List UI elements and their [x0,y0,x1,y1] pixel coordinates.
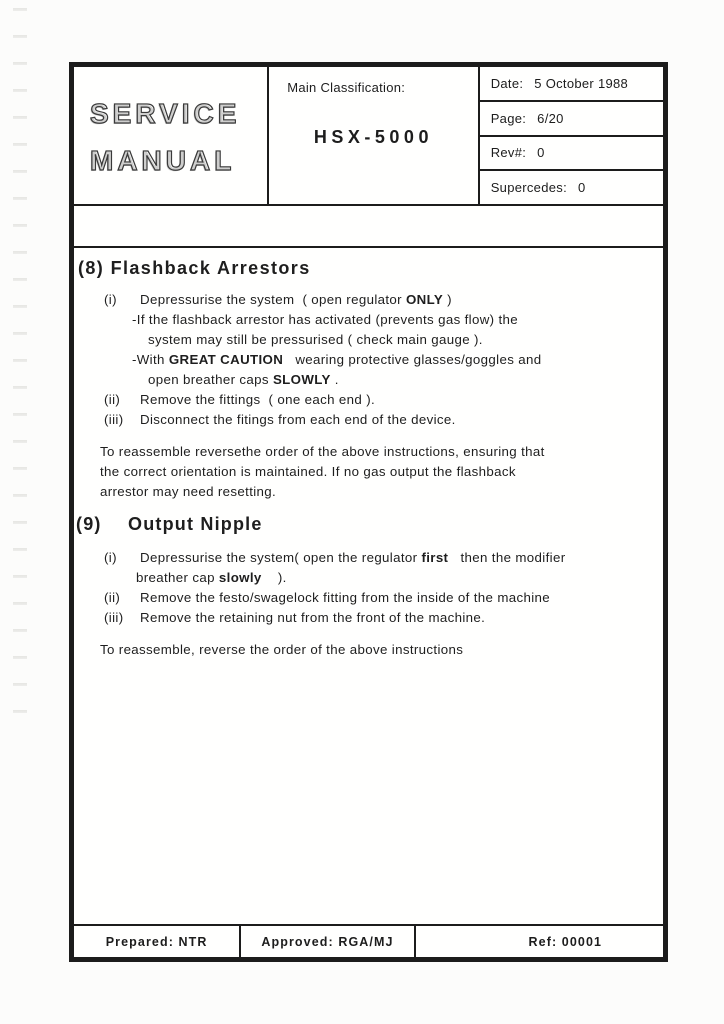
text-segment: breather cap [136,570,219,585]
meta-row [480,137,663,172]
spacer-band [74,206,663,248]
text-segment: Depressurise the system ( open regulator [140,292,406,307]
text-segment: . [330,372,339,387]
body-line [74,390,663,410]
meta-label: Supercedes: [490,180,567,196]
document-body [74,248,663,924]
list-marker: (i) [104,550,117,565]
body-line [74,640,663,660]
document-frame [69,62,668,962]
meta-label: Page: [490,110,527,126]
meta-label: Date: [490,75,524,91]
body-line [74,442,663,462]
text-segment: then the modifier [448,550,566,565]
emphasis-text: SLOWLY [272,372,331,387]
text-segment: Depressurise the system( open the regulator [140,550,422,565]
meta-value: 0 [537,145,545,161]
blank-line [74,502,663,514]
footer-cell-ref: Ref: 00001 [528,934,603,949]
body-line [74,568,663,588]
text-segment: the correct orientation is maintained. If no gas output the flashback [100,464,516,479]
classification-label: Main Classification: [287,80,406,95]
body-line [74,290,663,310]
list-marker: (iii) [104,610,124,625]
text-segment: To reassemble, reverse the order of the above instructions [100,642,464,657]
blank-line [74,278,663,290]
text-segment: -With [132,352,169,367]
emphasis-text: first [421,550,449,565]
body-line [74,588,663,608]
emphasis-text: Output Nipple [128,514,263,534]
meta-value: 0 [577,180,586,196]
text-segment: Disconnect the fitings from each end of the device. [140,412,456,427]
text-segment: open breather caps [148,372,273,387]
body-line [74,462,663,482]
emphasis-text: (8) Flashback Arrestors [78,258,311,278]
body-line [74,370,663,390]
text-segment: wearing protective glasses/goggles and [283,352,542,367]
meta-table [480,67,663,204]
body-line [74,258,663,278]
text-segment: -If the flashback arrestor has activated (prevents gas flow) the [132,312,519,327]
text-segment: arrestor may need resetting. [100,484,277,499]
text-segment: Remove the retaining nut from the front of the machine. [140,610,486,625]
emphasis-text: slowly [218,570,262,585]
body-line [74,350,663,370]
emphasis-text: ONLY [405,292,444,307]
body-line [74,310,663,330]
meta-row [480,102,663,137]
list-marker: (i) [104,292,117,307]
list-marker: (ii) [104,392,121,407]
meta-label: Rev#: [490,145,527,161]
body-line [74,482,663,502]
text-segment: Remove the festo/swagelock fitting from the inside of the machine [140,590,551,605]
title-word-manual: MANUAL [90,145,236,176]
blank-line [74,536,663,548]
meta-row [480,171,663,204]
model-number: HSX-5000 [313,127,433,147]
footer-cell-approved: Approved: RGA/MJ [241,926,415,957]
title-word-service: SERVICE [90,98,241,129]
body-line [74,330,663,350]
text-segment: ). [261,570,287,585]
meta-row [480,67,663,102]
meta-value: 5 October 1988 [534,75,629,91]
text-segment: Remove the fittings ( one each end ). [140,392,376,407]
blank-line [74,628,663,640]
list-marker: (ii) [104,590,121,605]
footer-cell-prepared: Prepared: NTR [74,926,241,957]
blank-line [74,430,663,442]
list-marker: (9) [76,514,102,534]
body-line [74,514,663,536]
body-line [74,608,663,628]
text-segment: system may still be pressurised ( check main gauge ). [148,332,483,347]
list-marker: (iii) [104,412,124,427]
footer-table [74,924,663,957]
text-segment: ) [443,292,452,307]
service-manual-title-cell [74,67,269,204]
meta-value: 6/20 [537,110,564,126]
emphasis-text: GREAT CAUTION [168,352,284,367]
text-segment: To reassemble reversethe order of the above instructions, ensuring that [100,444,545,459]
body-line [74,410,663,430]
body-line [74,548,663,568]
classification-cell [269,67,480,204]
header-table [74,67,663,206]
binder-marks [13,8,27,720]
